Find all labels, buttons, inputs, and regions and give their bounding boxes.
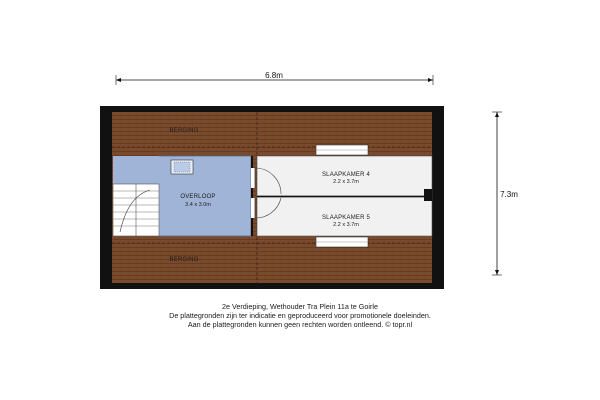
skylight-overloop bbox=[171, 160, 193, 174]
height-dimension bbox=[492, 112, 518, 275]
berging-top-label: BERGING bbox=[169, 128, 199, 134]
overloop-extension bbox=[113, 156, 159, 184]
skylight-slaapkamer4 bbox=[316, 145, 368, 155]
height-label: 7.3m bbox=[500, 190, 518, 199]
slaapkamer5-label: SLAAPKAMER 5 bbox=[321, 215, 371, 221]
caption-title: 2e Verdieping, Wethouder Tra Plein 11a te Goirle bbox=[222, 302, 378, 311]
berging-bottom-label: BERGING bbox=[169, 257, 199, 263]
staircase bbox=[113, 184, 159, 236]
slaapkamer5-size: 2.2 x 3.7m bbox=[333, 222, 359, 228]
slaapkamer4-size: 2.2 x 3.7m bbox=[333, 179, 359, 185]
overloop-label: OVERLOOP bbox=[180, 194, 216, 200]
width-dimension bbox=[116, 71, 433, 85]
slaapkamer4-label: SLAAPKAMER 4 bbox=[321, 172, 371, 178]
width-label: 6.8m bbox=[265, 71, 283, 80]
caption-disclaimer-2: Aan de plattegronden kunnen geen rechten worden ontleend. © topr.nl bbox=[187, 320, 413, 329]
overloop-size: 3.4 x 3.0m bbox=[185, 202, 211, 208]
skylight-slaapkamer5 bbox=[316, 237, 368, 247]
right-wall-block bbox=[424, 189, 432, 201]
caption-disclaimer-1: De plattegronden zijn ter indicatie en geproduceerd voor promotionele doeleinden. bbox=[169, 311, 431, 320]
